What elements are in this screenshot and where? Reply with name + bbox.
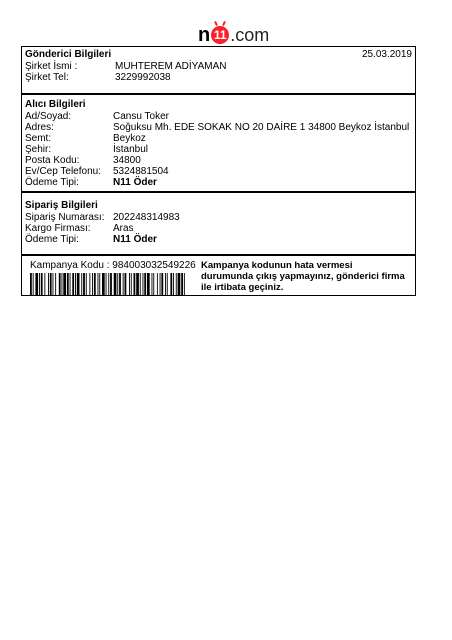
recipient-payment-value: N11 Öder [113, 177, 157, 188]
address-label: Adres: [25, 122, 54, 133]
barcode-bar [157, 273, 158, 295]
campaign-warning-note: Kampanya kodunun hata vermesi durumunda çıkış yapmayınız, gönderici firma ile irtibata geçiniz. [201, 260, 405, 293]
order-number-label: Sipariş Numarası: [25, 212, 105, 223]
barcode-bar [75, 273, 76, 295]
sender-header: Gönderici Bilgileri [25, 49, 112, 60]
barcode-bar [39, 273, 40, 295]
logo-ladybug-circle: 11 [211, 26, 229, 44]
phone-value: 5324881504 [113, 166, 169, 177]
order-payment-label: Ödeme Tipi: [25, 234, 79, 245]
postal-code-value: 34800 [113, 155, 141, 166]
barcode-bar [165, 273, 166, 295]
order-header: Sipariş Bilgileri [25, 200, 98, 211]
barcode-bar [161, 273, 163, 295]
barcode-bar [170, 273, 172, 295]
label-date: 25.03.2019 [361, 49, 412, 60]
barcode-bar [86, 273, 87, 295]
recipient-name-label: Ad/Soyad: [25, 111, 72, 122]
barcode-bar [77, 273, 80, 295]
phone-label: Ev/Cep Telefonu: [25, 166, 101, 177]
district-label: Semt: [25, 133, 52, 144]
order-payment-value: N11 Öder [113, 234, 157, 245]
barcode-bar [55, 273, 56, 295]
barcode-bar [184, 273, 185, 295]
barcode-bar [89, 273, 90, 295]
barcode-bar [131, 273, 132, 295]
barcode-bar [129, 273, 130, 295]
barcode-bar [72, 273, 74, 295]
barcode-bar [62, 273, 63, 295]
barcode-bar [67, 273, 69, 295]
barcode-bar [143, 273, 144, 295]
barcode-bar [102, 273, 105, 295]
recipient-name-value: Cansu Toker [113, 111, 169, 122]
campaign-code-text: Kampanya Kodu : 984003032549226 [30, 260, 196, 271]
barcode-bar [35, 273, 38, 295]
city-label: Şehir: [25, 144, 52, 155]
barcode-bar [83, 273, 85, 295]
barcode-bar [106, 273, 107, 295]
barcode-bar [125, 273, 127, 295]
address-value: Soğuksu Mh. EDE SOKAK NO 20 DAİRE 1 34800 Beykoz İstanbul [113, 122, 410, 133]
barcode-bar [50, 273, 52, 295]
sender-section [22, 47, 415, 95]
barcode-bar [147, 273, 150, 295]
barcode-bar [99, 273, 100, 295]
recipient-header: Alıcı Bilgileri [25, 99, 86, 110]
postal-code-label: Posta Kodu: [25, 155, 80, 166]
city-value: İstanbul [113, 144, 149, 155]
barcode-bar [160, 273, 161, 295]
barcode-bar [63, 273, 66, 295]
logo-com: .com [230, 25, 270, 45]
barcode-bar [108, 273, 109, 295]
company-name-value: MUHTEREM ADİYAMAN [115, 61, 227, 72]
barcode-bar [181, 273, 183, 295]
barcode-bar [33, 273, 34, 295]
order-section [22, 193, 415, 256]
company-tel-label: Şirket Tel: [25, 72, 69, 83]
shipping-label [21, 46, 416, 296]
barcode-bar [81, 273, 82, 295]
barcode-bar [134, 273, 136, 295]
barcode-bar [140, 273, 141, 295]
cargo-value: Aras [113, 223, 134, 234]
barcode-bar [92, 273, 93, 295]
logo-n: n [198, 24, 211, 46]
barcode-bar [178, 273, 181, 295]
barcode-bar [41, 273, 43, 295]
district-value: Beykoz [113, 133, 146, 144]
barcode-bar [173, 273, 174, 295]
barcode-bar [30, 273, 32, 295]
barcode-bar [70, 273, 71, 295]
barcode-bar [176, 273, 177, 295]
recipient-section [22, 95, 415, 193]
barcode-bar [114, 273, 117, 295]
company-name-label: Şirket İsmi : [25, 61, 78, 72]
barcode-bar [136, 273, 139, 295]
barcode-bar [152, 273, 153, 295]
campaign-barcode [30, 273, 185, 295]
barcode-bar [144, 273, 146, 295]
barcode-bar [48, 273, 49, 295]
barcode-bar [110, 273, 112, 295]
order-number-value: 202248314983 [113, 212, 180, 223]
n11-logo [198, 23, 269, 45]
barcode-bar [167, 273, 168, 295]
barcode-bar [123, 273, 124, 295]
barcode-bar [44, 273, 45, 295]
recipient-payment-label: Ödeme Tipi: [25, 177, 79, 188]
cargo-label: Kargo Firması: [25, 223, 91, 234]
barcode-bar [117, 273, 118, 295]
barcode-bar [153, 273, 154, 295]
company-tel-value: 3229992038 [115, 72, 171, 83]
barcode-bar [98, 273, 99, 295]
barcode-bar [53, 273, 54, 295]
barcode-bar [59, 273, 61, 295]
barcode-bar [94, 273, 96, 295]
campaign-section [22, 256, 415, 297]
barcode-bar [119, 273, 121, 295]
